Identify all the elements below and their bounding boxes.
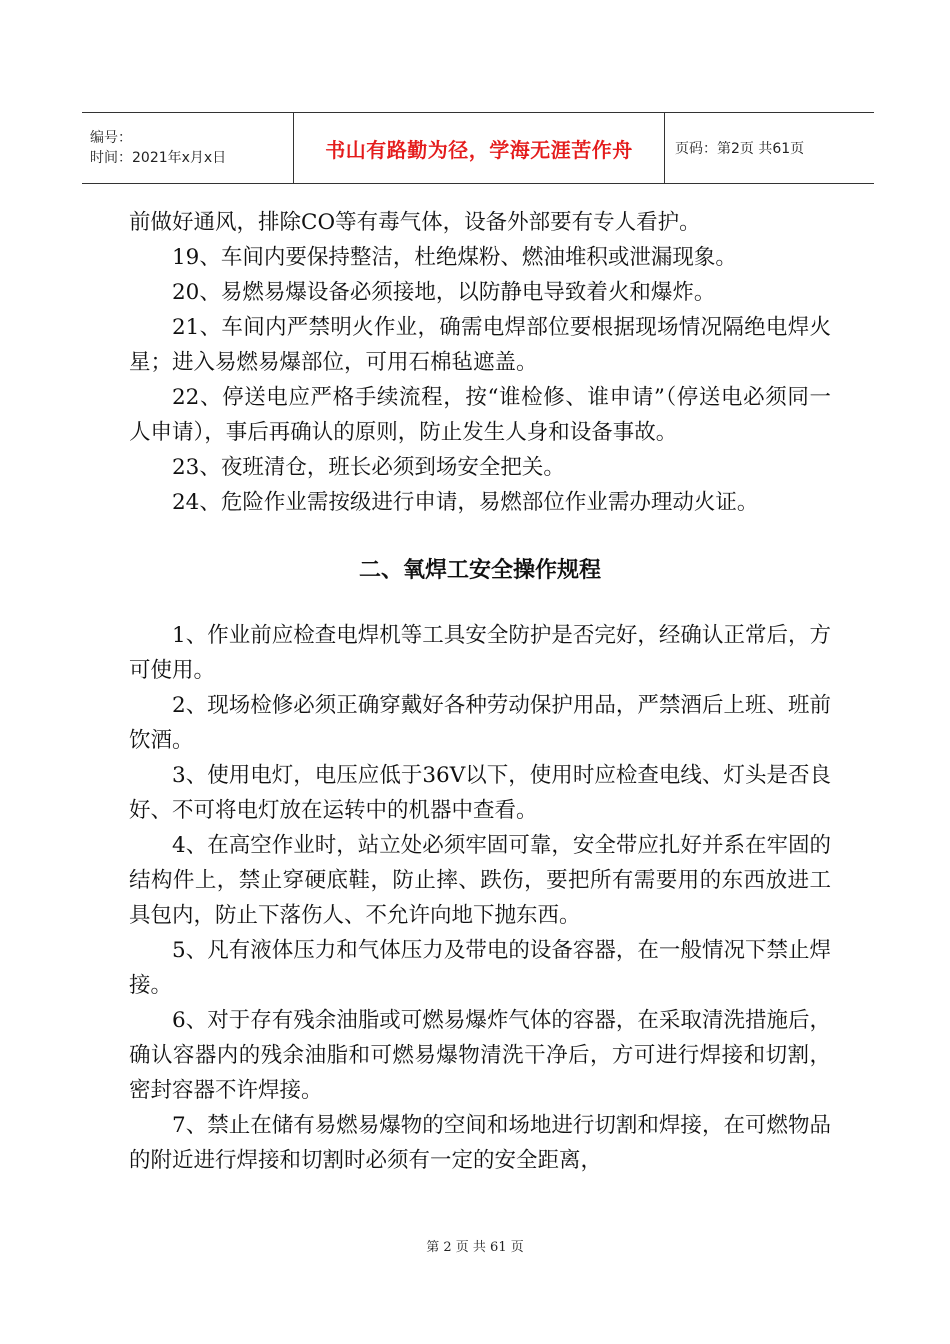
paragraph: 20、易燃易爆设备必须接地，以防静电导致着火和爆炸。 <box>172 280 716 305</box>
document-header <box>82 112 874 184</box>
paragraph: 3、使用电灯，电压应低于36V以下，使用时应检查电线、灯头是否良好、不可将电灯放在运转中的机器中查看。 <box>129 763 831 823</box>
number-label: 编号： <box>90 130 132 146</box>
paragraph: 5、凡有液体压力和气体压力及带电的设备容器，在一般情况下禁止焊接。 <box>129 938 831 998</box>
paragraph: 1、作业前应检查电焊机等工具安全防护是否完好，经确认正常后，方可使用。 <box>129 623 831 683</box>
paragraph: 21、车间内严禁明火作业，确需电焊部位要根据现场情况隔绝电焊火星；进入易燃易爆部位，可用石棉毡遮盖。 <box>129 315 831 375</box>
document-body <box>129 205 831 1178</box>
page-footer: 第 2 页 共 61 页 <box>426 1240 524 1255</box>
time-label: 时间：2021年x月x日 <box>90 150 227 166</box>
header-meta <box>82 113 293 183</box>
paragraph: 19、车间内要保持整洁，杜绝煤粉、燃油堆积或泄漏现象。 <box>172 245 737 270</box>
paragraph: 23、夜班清仓，班长必须到场安全把关。 <box>172 455 565 480</box>
section-title: 二、氧焊工安全操作规程 <box>358 558 601 583</box>
paragraph: 24、危险作业需按级进行申请，易燃部位作业需办理动火证。 <box>172 490 759 515</box>
header-motto: 书山有路勤为径，学海无涯苦作舟 <box>293 113 665 183</box>
paragraph: 6、对于存有残余油脂或可燃易爆炸气体的容器，在采取清洗措施后，确认容器内的残余油脂和可燃易爆物清洗干净后，方可进行焊接和切割，密封容器不许焊接。 <box>129 1008 831 1103</box>
paragraph: 2、现场检修必须正确穿戴好各种劳动保护用品，严禁酒后上班、班前饮酒。 <box>129 693 831 753</box>
paragraph: 4、在高空作业时，站立处必须牢固可靠，安全带应扎好并系在牢固的结构件上，禁止穿硬底鞋，防止摔、跌伤，要把所有需要用的东西放进工具包内，防止下落伤人、不允许向地下抛东西。 <box>129 833 831 928</box>
paragraph: 7、禁止在储有易燃易爆物的空间和场地进行切割和焊接，在可燃物品的附近进行焊接和切割时必须有一定的安全距离， <box>129 1113 831 1173</box>
paragraph: 前做好通风，排除CO等有毒气体，设备外部要有专人看护。 <box>129 210 701 235</box>
header-page-info: 页码：第2页 共61页 <box>675 141 805 157</box>
paragraph: 22、停送电应严格手续流程，按“谁检修、谁申请”（停送电必须同一人申请），事后再确认的原则，防止发生人身和设备事故。 <box>129 385 831 445</box>
